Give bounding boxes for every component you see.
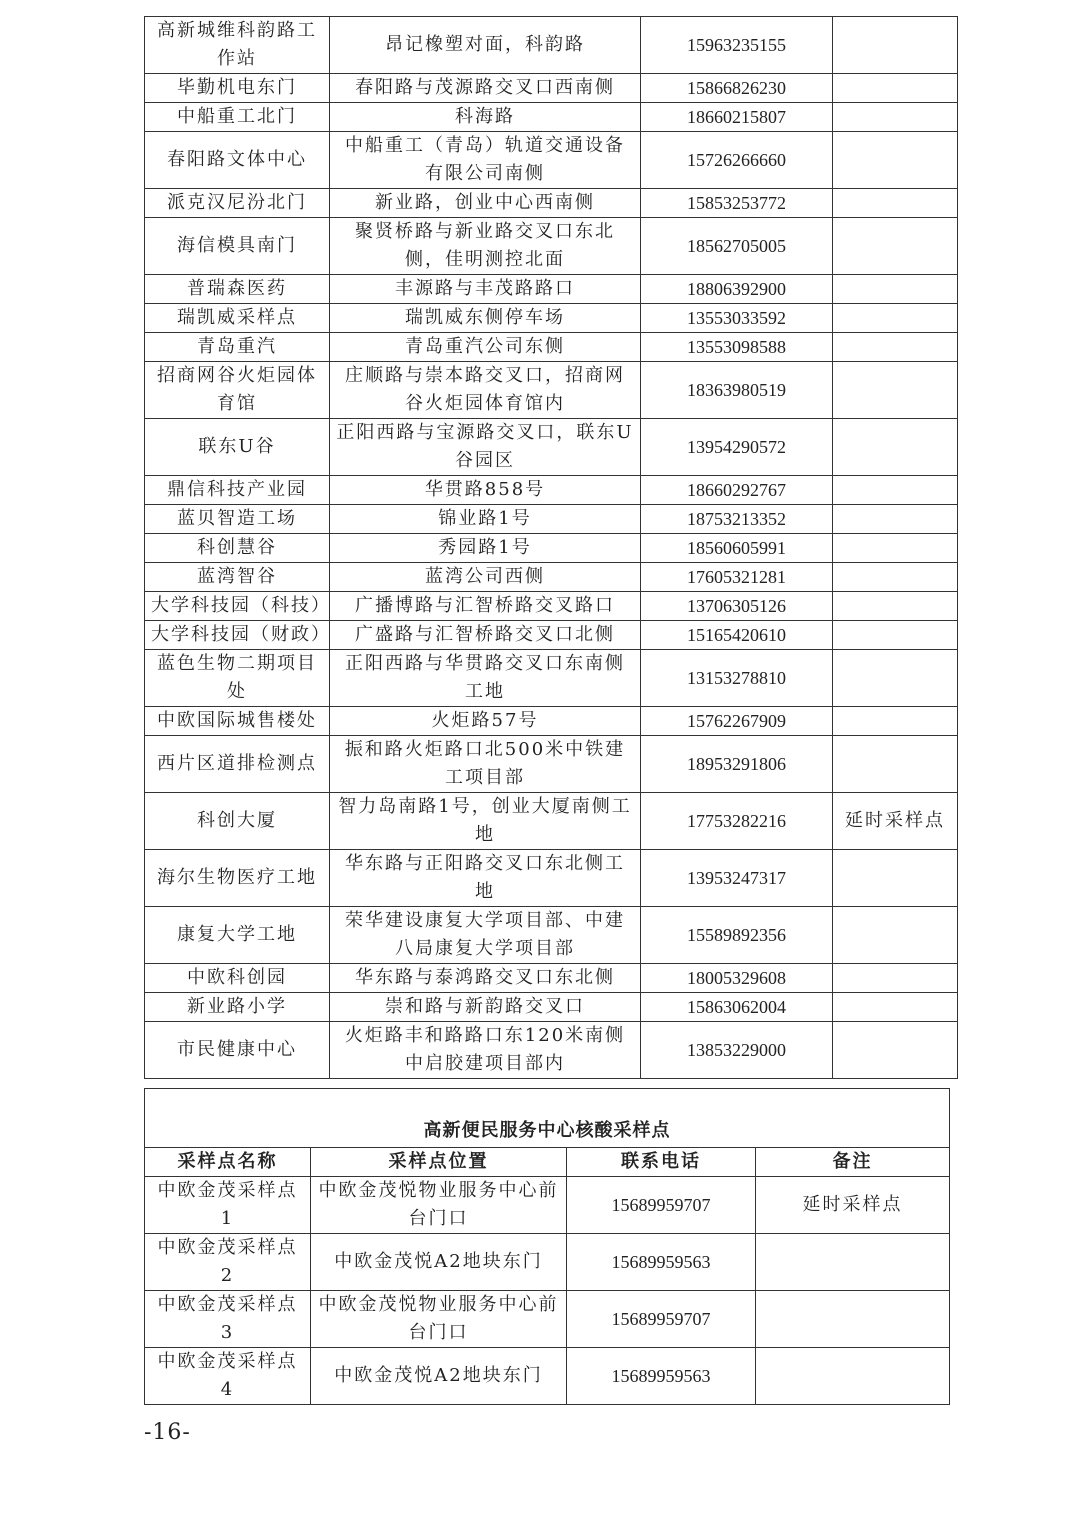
- sampling-point-name: 蓝湾智谷: [145, 563, 330, 592]
- sampling-point-location: 崇和路与新韵路交叉口: [330, 993, 641, 1022]
- sampling-point-name: 蓝色生物二期项目处: [145, 650, 330, 707]
- table-row: [145, 103, 958, 132]
- note: 延时采样点: [833, 793, 958, 850]
- sampling-point-name: 青岛重汽: [145, 333, 330, 362]
- note: [833, 362, 958, 419]
- note: [833, 275, 958, 304]
- sampling-point-name: 大学科技园（财政）: [145, 621, 330, 650]
- table-row: [145, 793, 958, 850]
- contact-phone: 15863062004: [641, 993, 833, 1022]
- note: [833, 189, 958, 218]
- note: [833, 621, 958, 650]
- page-number: -16-: [144, 1420, 191, 1445]
- contact-phone: 17605321281: [641, 563, 833, 592]
- table-row: [145, 534, 958, 563]
- contact-phone: 18806392900: [641, 275, 833, 304]
- note: [833, 907, 958, 964]
- contact-phone: 18560605991: [641, 534, 833, 563]
- table-row: [145, 592, 958, 621]
- contact-phone: 18660292767: [641, 476, 833, 505]
- note: [833, 650, 958, 707]
- table-row: [145, 736, 958, 793]
- sampling-point-location: 火炬路57号: [330, 707, 641, 736]
- contact-phone: 18660215807: [641, 103, 833, 132]
- sampling-point-name: 中欧金茂采样点2: [145, 1234, 311, 1291]
- contact-phone: 13953247317: [641, 850, 833, 907]
- sampling-point-location: 火炬路丰和路路口东120米南侧中启胶建项目部内: [330, 1022, 641, 1079]
- sampling-point-location: 广播博路与汇智桥路交叉路口: [330, 592, 641, 621]
- table-row: [145, 621, 958, 650]
- sampling-point-name: 西片区道排检测点: [145, 736, 330, 793]
- note: [833, 534, 958, 563]
- sampling-point-location: 秀园路1号: [330, 534, 641, 563]
- contact-phone: 15165420610: [641, 621, 833, 650]
- note: [756, 1234, 950, 1291]
- contact-phone: 13553033592: [641, 304, 833, 333]
- sampling-point-location: 青岛重汽公司东侧: [330, 333, 641, 362]
- note: [833, 707, 958, 736]
- table-row: [145, 1234, 950, 1291]
- note: [833, 993, 958, 1022]
- sampling-point-name: 瑞凯威采样点: [145, 304, 330, 333]
- sampling-point-location: 聚贤桥路与新业路交叉口东北侧，佳明测控北面: [330, 218, 641, 275]
- contact-phone: 18562705005: [641, 218, 833, 275]
- note: [833, 17, 958, 74]
- contact-phone: 13153278810: [641, 650, 833, 707]
- note: [833, 736, 958, 793]
- contact-phone: 15689959563: [567, 1348, 756, 1405]
- note: [833, 419, 958, 476]
- contact-phone: 13853229000: [641, 1022, 833, 1079]
- sampling-point-location: 正阳西路与宝源路交叉口，联东U谷园区: [330, 419, 641, 476]
- header-location: 采样点位置: [311, 1148, 567, 1177]
- table-row: [145, 74, 958, 103]
- contact-phone: 13553098588: [641, 333, 833, 362]
- table-row: [145, 563, 958, 592]
- sampling-point-name: 科创慧谷: [145, 534, 330, 563]
- sampling-point-location: 中欧金茂悦A2地块东门: [311, 1348, 567, 1405]
- table-row: [145, 1348, 950, 1405]
- sampling-point-name: 海信模具南门: [145, 218, 330, 275]
- sampling-point-name: 鼎信科技产业园: [145, 476, 330, 505]
- sampling-point-name: 春阳路文体中心: [145, 132, 330, 189]
- sampling-point-location: 丰源路与丰茂路路口: [330, 275, 641, 304]
- table-row: [145, 1022, 958, 1079]
- note: 延时采样点: [756, 1177, 950, 1234]
- sampling-point-location: 智力岛南路1号，创业大厦南侧工地: [330, 793, 641, 850]
- sampling-points-table: [144, 16, 958, 1079]
- sampling-point-location: 中欧金茂悦A2地块东门: [311, 1234, 567, 1291]
- header-name: 采样点名称: [145, 1148, 311, 1177]
- note: [833, 476, 958, 505]
- note: [833, 563, 958, 592]
- sampling-point-name: 海尔生物医疗工地: [145, 850, 330, 907]
- table-row: [145, 650, 958, 707]
- sampling-point-name: 普瑞森医药: [145, 275, 330, 304]
- table-row: [145, 850, 958, 907]
- note: [833, 505, 958, 534]
- table-row: [145, 132, 958, 189]
- contact-phone: 18005329608: [641, 964, 833, 993]
- table-row: [145, 505, 958, 534]
- note: [756, 1291, 950, 1348]
- table-row: [145, 333, 958, 362]
- note: [833, 218, 958, 275]
- sampling-point-location: 正阳西路与华贯路交叉口东南侧工地: [330, 650, 641, 707]
- sampling-point-location: 振和路火炬路口北500米中铁建工项目部: [330, 736, 641, 793]
- sampling-point-location: 华贯路858号: [330, 476, 641, 505]
- sampling-point-name: 康复大学工地: [145, 907, 330, 964]
- contact-phone: 15689959707: [567, 1177, 756, 1234]
- sampling-point-location: 华东路与正阳路交叉口东北侧工地: [330, 850, 641, 907]
- header-note: 备注: [756, 1148, 950, 1177]
- note: [833, 74, 958, 103]
- contact-phone: 15866826230: [641, 74, 833, 103]
- service-center-table: [144, 1088, 950, 1405]
- table-row: [145, 907, 958, 964]
- sampling-point-name: 中欧金茂采样点3: [145, 1291, 311, 1348]
- sampling-point-name: 中欧国际城售楼处: [145, 707, 330, 736]
- sampling-point-name: 蓝贝智造工场: [145, 505, 330, 534]
- sampling-point-location: 昂记橡塑对面，科韵路: [330, 17, 641, 74]
- sampling-point-name: 毕勤机电东门: [145, 74, 330, 103]
- note: [833, 333, 958, 362]
- table-row: [145, 707, 958, 736]
- sampling-point-name: 市民健康中心: [145, 1022, 330, 1079]
- sampling-point-name: 中船重工北门: [145, 103, 330, 132]
- sampling-point-name: 招商网谷火炬园体育馆: [145, 362, 330, 419]
- sampling-point-name: 中欧金茂采样点4: [145, 1348, 311, 1405]
- contact-phone: 13954290572: [641, 419, 833, 476]
- contact-phone: 18363980519: [641, 362, 833, 419]
- table-row: [145, 1177, 950, 1234]
- contact-phone: 15762267909: [641, 707, 833, 736]
- contact-phone: 18753213352: [641, 505, 833, 534]
- sampling-point-name: 中欧科创园: [145, 964, 330, 993]
- table-row: [145, 1291, 950, 1348]
- table-row: [145, 189, 958, 218]
- sampling-point-location: 春阳路与茂源路交叉口西南侧: [330, 74, 641, 103]
- sampling-point-location: 中欧金茂悦物业服务中心前台门口: [311, 1291, 567, 1348]
- sampling-point-location: 广盛路与汇智桥路交叉口北侧: [330, 621, 641, 650]
- table-row: [145, 362, 958, 419]
- sampling-point-location: 蓝湾公司西侧: [330, 563, 641, 592]
- sampling-point-name: 中欧金茂采样点1: [145, 1177, 311, 1234]
- note: [756, 1348, 950, 1405]
- contact-phone: 15726266660: [641, 132, 833, 189]
- table-row: [145, 218, 958, 275]
- table-row: [145, 993, 958, 1022]
- sampling-point-location: 中欧金茂悦物业服务中心前台门口: [311, 1177, 567, 1234]
- sampling-point-location: 锦业路1号: [330, 505, 641, 534]
- contact-phone: 15589892356: [641, 907, 833, 964]
- note: [833, 1022, 958, 1079]
- table-row: [145, 964, 958, 993]
- contact-phone: 15689959563: [567, 1234, 756, 1291]
- contact-phone: 15853253772: [641, 189, 833, 218]
- table-row: [145, 275, 958, 304]
- note: [833, 103, 958, 132]
- sampling-point-location: 新业路，创业中心西南侧: [330, 189, 641, 218]
- sampling-point-name: 联东U谷: [145, 419, 330, 476]
- contact-phone: 18953291806: [641, 736, 833, 793]
- sampling-point-name: 科创大厦: [145, 793, 330, 850]
- sampling-point-location: 庄顺路与崇本路交叉口，招商网谷火炬园体育馆内: [330, 362, 641, 419]
- contact-phone: 15689959707: [567, 1291, 756, 1348]
- sampling-point-name: 新业路小学: [145, 993, 330, 1022]
- sampling-point-location: 瑞凯威东侧停车场: [330, 304, 641, 333]
- sampling-point-name: 高新城维科韵路工作站: [145, 17, 330, 74]
- sampling-point-location: 荣华建设康复大学项目部、中建八局康复大学项目部: [330, 907, 641, 964]
- note: [833, 304, 958, 333]
- table-row: [145, 476, 958, 505]
- contact-phone: 17753282216: [641, 793, 833, 850]
- sampling-point-location: 科海路: [330, 103, 641, 132]
- table-header-row: [145, 1148, 950, 1177]
- sampling-point-name: 大学科技园（科技）: [145, 592, 330, 621]
- sampling-point-location: 华东路与泰鸿路交叉口东北侧: [330, 964, 641, 993]
- table-row: [145, 304, 958, 333]
- table-row: [145, 17, 958, 74]
- contact-phone: 15963235155: [641, 17, 833, 74]
- note: [833, 132, 958, 189]
- sampling-point-name: 派克汉尼汾北门: [145, 189, 330, 218]
- table-title: 高新便民服务中心核酸采样点: [145, 1089, 950, 1148]
- table-row: [145, 419, 958, 476]
- sampling-point-location: 中船重工（青岛）轨道交通设备有限公司南侧: [330, 132, 641, 189]
- contact-phone: 13706305126: [641, 592, 833, 621]
- header-phone: 联系电话: [567, 1148, 756, 1177]
- note: [833, 964, 958, 993]
- note: [833, 592, 958, 621]
- note: [833, 850, 958, 907]
